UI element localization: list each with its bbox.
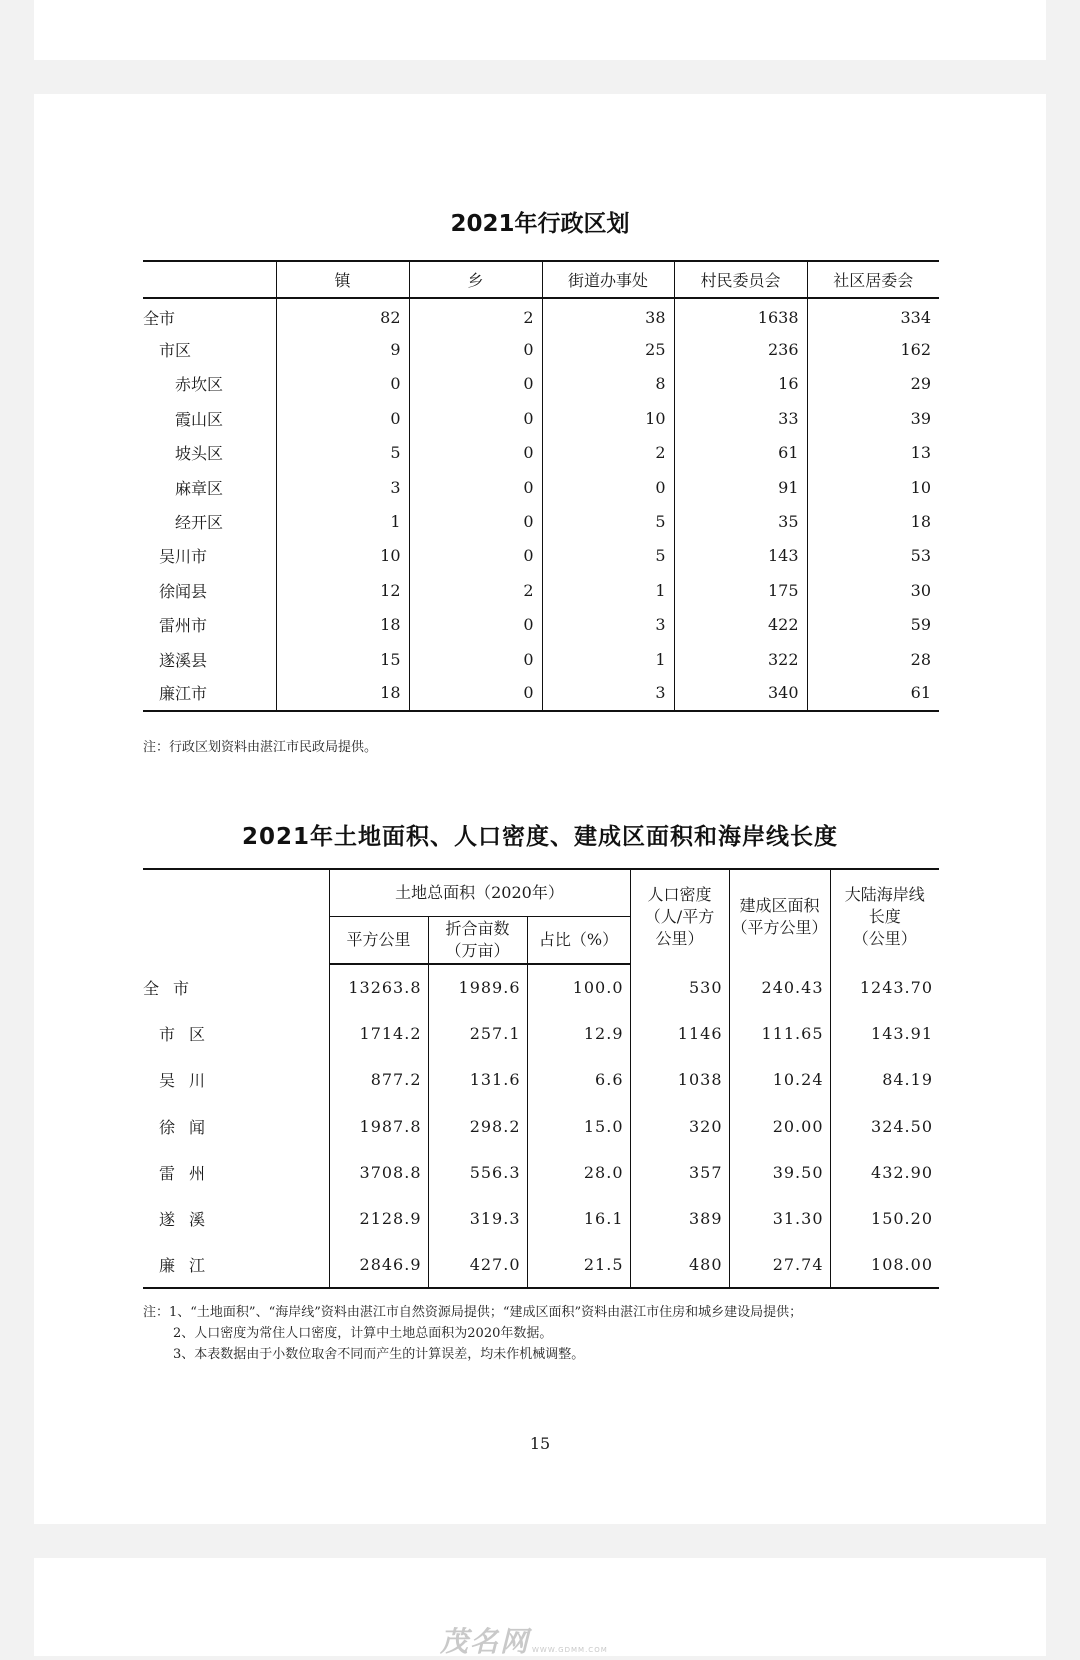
table1-cell: 30 [807,573,939,607]
table1-cell: 18 [276,676,409,710]
header-line: 平方公里 [346,930,411,949]
table1-cell: 5 [276,436,409,470]
table1-cell: 29 [807,367,939,401]
table1-cell: 3 [276,470,409,504]
table1-row [143,298,939,332]
table1-cell: 61 [674,436,807,470]
table1-cell: 0 [409,676,542,710]
header-line: 大陆海岸线 [844,885,925,904]
table2-row [143,1242,939,1288]
table1-cell: 322 [674,642,807,676]
table2-cell: 2846.9 [329,1242,428,1288]
table1-cell: 5 [542,539,674,573]
table1-row [143,332,939,366]
table2-cell: 31.30 [729,1195,830,1241]
watermark [440,1616,660,1656]
table2-cell: 100.0 [527,964,630,1010]
table1-cell: 10 [542,401,674,435]
watermark-logo: 茂名网 [440,1625,531,1658]
table2-row-label: 吴川 [159,1071,220,1091]
table2-cell: 1987.8 [329,1103,428,1149]
table2-row [143,1057,939,1103]
table2-note-2: 2、人口密度为常住人口密度，计算中土地总面积为2020年数据。 [173,1326,553,1341]
table1-cell: 0 [409,504,542,538]
table1-cell: 334 [807,298,939,332]
table1-cell: 13 [807,436,939,470]
table1-cell: 2 [542,436,674,470]
table1-cell: 236 [674,332,807,366]
table1-cell: 1 [542,642,674,676]
table2-row-label: 徐闻 [159,1117,220,1137]
table2-cell: 12.9 [527,1010,630,1056]
table1-cell: 33 [674,401,807,435]
table1-cell: 18 [276,608,409,642]
table2-cell: 6.6 [527,1057,630,1103]
table2-note-3: 3、本表数据由于小数位取舍不同而产生的计算误差，均未作机械调整。 [173,1347,585,1362]
header-line: 公里） [655,929,704,948]
table1-cell: 53 [807,539,939,573]
table1-cell: 2 [409,298,542,332]
table2-header-built-up-area [729,869,830,964]
table2-cell: 320 [630,1103,729,1149]
table1-row [143,367,939,401]
table2-cell: 319.3 [428,1195,527,1241]
table2-row [143,1010,939,1056]
table1-cell: 0 [276,401,409,435]
land-area-table [143,868,939,1289]
table1-header-corner [143,261,276,298]
table1-cell: 0 [409,539,542,573]
table1-cell: 82 [276,298,409,332]
table1-row-label: 赤坎区 [175,375,224,395]
table2-cell: 1038 [630,1057,729,1103]
table1-cell: 143 [674,539,807,573]
table2-cell: 480 [630,1242,729,1288]
table1-cell: 422 [674,608,807,642]
table2-cell: 357 [630,1149,729,1195]
table1-cell: 2 [409,573,542,607]
table2-cell: 389 [630,1195,729,1241]
table1-row [143,504,939,538]
table1-cell: 61 [807,676,939,710]
table2-row [143,1103,939,1149]
administrative-division-table [143,260,939,712]
table1-cell: 0 [276,367,409,401]
table1-cell: 8 [542,367,674,401]
table2-cell: 530 [630,964,729,1010]
table2-row-label: 廉江 [143,1242,329,1288]
table2-row-label: 全市 [143,978,204,998]
table1-cell: 0 [409,642,542,676]
table1-row-label: 吴川市 [159,547,208,567]
header-line: 建成区面积 [739,896,820,915]
table1-row-label: 遂溪县 [159,650,208,670]
table1-cell: 0 [409,332,542,366]
table2-cell: 16.1 [527,1195,630,1241]
table1-cell: 15 [276,642,409,676]
table1-row [143,608,939,642]
table1-cell: 162 [807,332,939,366]
table2-cell: 111.65 [729,1010,830,1056]
table1-cell: 0 [409,436,542,470]
table1-row-label: 全市 [143,309,176,329]
header-line: 占比（%） [538,930,619,949]
table2-note-1: 注：1、“土地面积”、“海岸线”资料由湛江市自然资源局提供；“建成区面积”资料由湛江市住房和城乡建设局提供； [143,1305,803,1320]
table1-cell: 18 [807,504,939,538]
table2-cell: 432.90 [830,1149,939,1195]
table2-cell: 427.0 [428,1242,527,1288]
table1-row [143,436,939,470]
table2-cell: 13263.8 [329,964,428,1010]
table1-row [143,642,939,676]
table2-cell: 556.3 [428,1149,527,1195]
table1-cell: 12 [276,573,409,607]
table1-row [143,470,939,504]
table1-header-townships: 乡 [409,261,542,298]
table2-notes [143,1302,802,1365]
table2-row-label: 遂溪 [159,1210,220,1230]
table1-cell: 1 [276,504,409,538]
table1-cell: 1638 [674,298,807,332]
table2-cell: 877.2 [329,1057,428,1103]
header-line: （平方公里） [731,918,828,937]
table1-row [143,676,939,710]
table2-header-sq-km [329,917,428,965]
table2-cell: 257.1 [428,1010,527,1056]
table1-cell: 91 [674,470,807,504]
table1-row-label: 市区 [159,341,192,361]
table2-cell: 15.0 [527,1103,630,1149]
watermark-url: WWW.GDMM.COM [532,1646,608,1654]
header-line: （人/平方 [644,907,715,926]
table1-row [143,573,939,607]
table2-header-population-density [630,869,729,964]
table1-cell: 25 [542,332,674,366]
table1-cell: 0 [409,367,542,401]
table1-cell: 0 [409,608,542,642]
table1-header-community-committees: 社区居委会 [807,261,939,298]
table2-header-share [527,917,630,965]
table2-row [143,1149,939,1195]
table1-row-label: 廉江市 [143,676,276,710]
table2-header-coastline-length [830,869,939,964]
table2-row [143,1195,939,1241]
header-line: 折合亩数 [445,919,510,938]
header-line: （万亩） [445,941,510,960]
table1-cell: 0 [542,470,674,504]
table1-cell: 3 [542,676,674,710]
table2-header-mu [428,917,527,965]
table1-header-village-committees: 村民委员会 [674,261,807,298]
table1-cell: 1 [542,573,674,607]
table1-cell: 28 [807,642,939,676]
table1-cell: 35 [674,504,807,538]
table2-row-label: 雷州 [159,1163,220,1183]
table1-header-towns: 镇 [276,261,409,298]
table1-cell: 10 [276,539,409,573]
table2-header-land-area-group: 土地总面积（2020年） [329,869,630,917]
header-line: （公里） [852,929,917,948]
table1-cell: 0 [409,401,542,435]
table1-row-label: 麻章区 [175,478,224,498]
header-line: 长度 [868,907,901,926]
table2-cell: 84.19 [830,1057,939,1103]
table1-cell: 175 [674,573,807,607]
previous-page-sheet [34,0,1046,60]
table2-row [143,964,939,1010]
table1-cell: 3 [542,608,674,642]
table1-cell: 340 [674,676,807,710]
table2-cell: 1989.6 [428,964,527,1010]
table2-cell: 27.74 [729,1242,830,1288]
table1-row-label: 坡头区 [175,444,224,464]
table2-cell: 1714.2 [329,1010,428,1056]
table2-cell: 1146 [630,1010,729,1056]
table1-cell: 0 [409,470,542,504]
table2-cell: 2128.9 [329,1195,428,1241]
table1-cell: 39 [807,401,939,435]
table1-header-subdistricts: 街道办事处 [542,261,674,298]
table1-row-label: 雷州市 [159,616,208,636]
table2-cell: 324.50 [830,1103,939,1149]
table1-row-label: 徐闻县 [159,581,208,601]
table2-cell: 21.5 [527,1242,630,1288]
table1-title: 2021年行政区划 [450,211,630,237]
table2-cell: 108.00 [830,1242,939,1288]
table1-cell: 5 [542,504,674,538]
table1-cell: 59 [807,608,939,642]
table2-cell: 240.43 [729,964,830,1010]
table1-cell: 38 [542,298,674,332]
table2-cell: 150.20 [830,1195,939,1241]
table1-row [143,539,939,573]
table1-cell: 9 [276,332,409,366]
table2-cell: 1243.70 [830,964,939,1010]
page-number: 15 [529,1434,551,1453]
table2-cell: 131.6 [428,1057,527,1103]
table2-cell: 28.0 [527,1149,630,1195]
table2-header-row-1 [143,869,939,917]
table2-cell: 3708.8 [329,1149,428,1195]
table1-cell: 16 [674,367,807,401]
table1-cell: 10 [807,470,939,504]
table1-note: 注：行政区划资料由湛江市民政局提供。 [143,740,378,755]
table2-cell: 143.91 [830,1010,939,1056]
table2-header-corner [143,869,329,964]
header-line: 人口密度 [647,885,712,904]
table1-row-label: 霞山区 [175,409,224,429]
table2-title: 2021年土地面积、人口密度、建成区面积和海岸线长度 [241,824,838,850]
table2-cell: 10.24 [729,1057,830,1103]
table2-row-label: 市区 [159,1024,220,1044]
table1-row-label: 经开区 [175,513,224,533]
table2-cell: 298.2 [428,1103,527,1149]
table1-header-row [143,261,939,298]
table2-cell: 20.00 [729,1103,830,1149]
table2-cell: 39.50 [729,1149,830,1195]
table1-row [143,401,939,435]
